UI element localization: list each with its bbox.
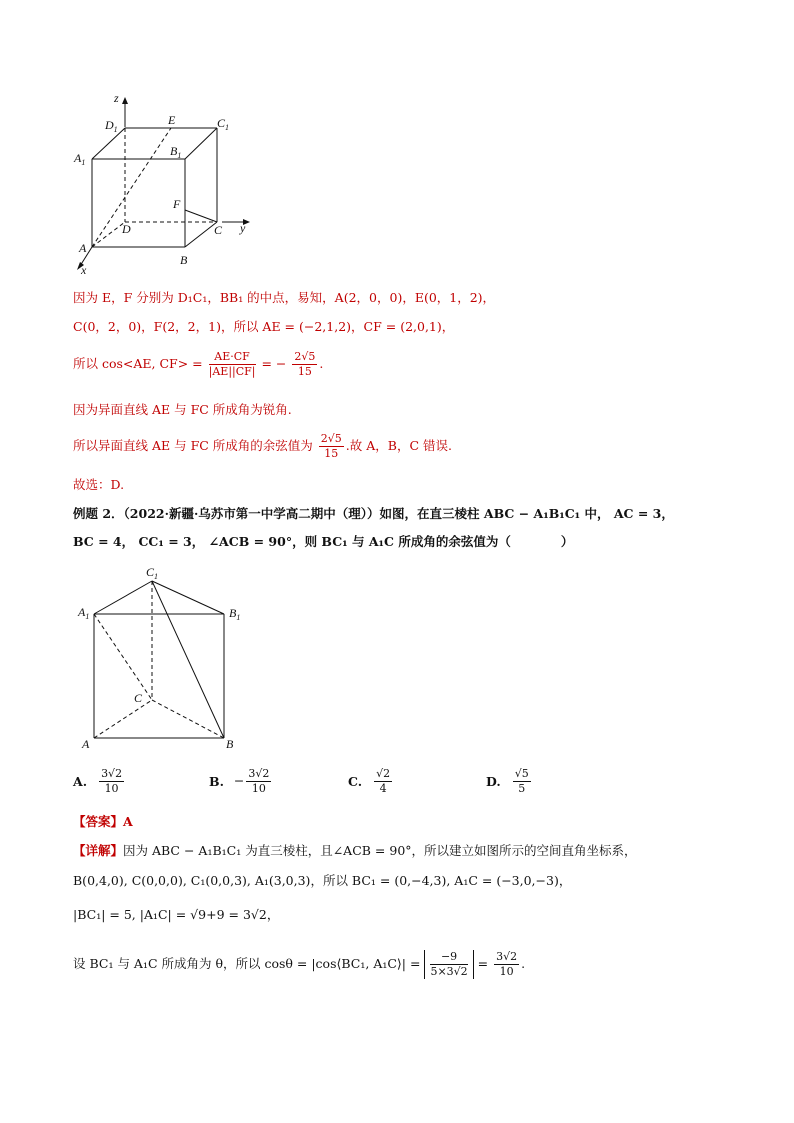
solution1-line5: 所以异面直线 AE 与 FC 所成角的余弦值为 $\frac{2√5}{15}$ .故 A，B，C 错误. (73, 432, 452, 460)
vertex-c1-label: C (217, 116, 226, 130)
answer-line: 【答案】A (73, 814, 133, 829)
vertex-d1-label: D (105, 118, 114, 132)
vertex-b-label: B (180, 253, 188, 267)
prism-c1-label: C (146, 565, 155, 579)
detail-line4: 设 BC₁ 与 A₁C 所成角为 θ，所以 cosθ = |cos⟨BC₁, A₁C⟩| = $\frac{-9}{5\times 3√2}$ = $\frac{3√2}{10}$ . (73, 950, 526, 978)
example2-line2: BC = 4， CC₁ = 3， ∠ACB = 90°，则 BC₁ 与 A₁C 所成角的余弦值为（ ） (73, 534, 574, 549)
prism-a1-label: A (78, 605, 86, 619)
point-f-label: F (173, 197, 181, 211)
svg-text:A1: $A_1$ (74, 151, 86, 167)
solution1-line4: 因为异面直线 AE 与 FC 所成角为锐角. (73, 402, 292, 417)
vertex-a1-label: A (74, 151, 82, 165)
option-c[interactable]: C. $\frac{√2}{4}$ (348, 767, 391, 795)
point-e-label: E (168, 113, 176, 127)
prism-c-label: C (134, 691, 143, 705)
prism-a-label: A (82, 737, 90, 751)
axis-x-label: x (81, 263, 87, 277)
prism-figure (72, 560, 252, 755)
solution1-line6: 故选：D. (73, 477, 125, 492)
svg-text:B1: $B_1$ (229, 606, 241, 622)
prism-b1-label: B (229, 606, 237, 620)
solution1-line1: 因为 E，F 分别为 D₁C₁，BB₁ 的中点，易知，A(2，0，0)，E(0，1，2)， (73, 290, 496, 305)
cube-figure (72, 92, 262, 277)
svg-text:C1: $C_1$ (217, 116, 230, 132)
solution1-line3: 所以 cos<AE, CF> = $\frac{AE\cdot CF}{|AE||CF|}$ = − $\frac{2√5}{15}$ . (73, 350, 324, 378)
solution1-line2: C(0，2，0)，F(2，2，1)，所以 AE = (−2,1,2)，CF = (2,0,1)， (73, 319, 455, 334)
detail-line2: B(0,4,0), C(0,0,0), C₁(0,0,3), A₁(3,0,3)，所以 BC₁ = (0,−4,3), A₁C = (−3,0,−3)， (73, 873, 572, 888)
option-a[interactable]: A. $\frac{3√2}{10}$ (73, 767, 123, 795)
svg-text:B1: $B_1$ (170, 144, 182, 160)
option-b[interactable]: B. − $\frac{3√2}{10}$ (209, 767, 270, 795)
example2-line1: 例题 2．（2022·新疆·乌苏市第一中学高二期中（理））如图，在直三棱柱 ABC − A₁B₁C₁ 中， AC = 3， (73, 506, 674, 521)
vertex-b1-label: B (170, 144, 178, 158)
vertex-d-label: D (122, 222, 131, 236)
detail-line1: 【详解】因为 ABC − A₁B₁C₁ 为直三棱柱，且∠ACB = 90°，所以建立如图所示的空间直角坐标系， (73, 843, 637, 858)
svg-text:C1: $C_1$ (146, 565, 159, 581)
vertex-a-label: A (79, 241, 87, 255)
prism-b-label: B (226, 737, 234, 751)
svg-text:A1: $A_1$ (78, 605, 90, 621)
axis-z-label: z (114, 92, 119, 105)
detail-line3: |BC₁| = 5, |A₁C| = √9+9 = 3√2， (73, 907, 280, 922)
axis-y-label: y (240, 221, 246, 235)
option-d[interactable]: D. $\frac{√5}{5}$ (486, 767, 529, 795)
svg-text:D1: $D_1$ (105, 118, 118, 134)
vertex-c-label: C (214, 223, 223, 237)
